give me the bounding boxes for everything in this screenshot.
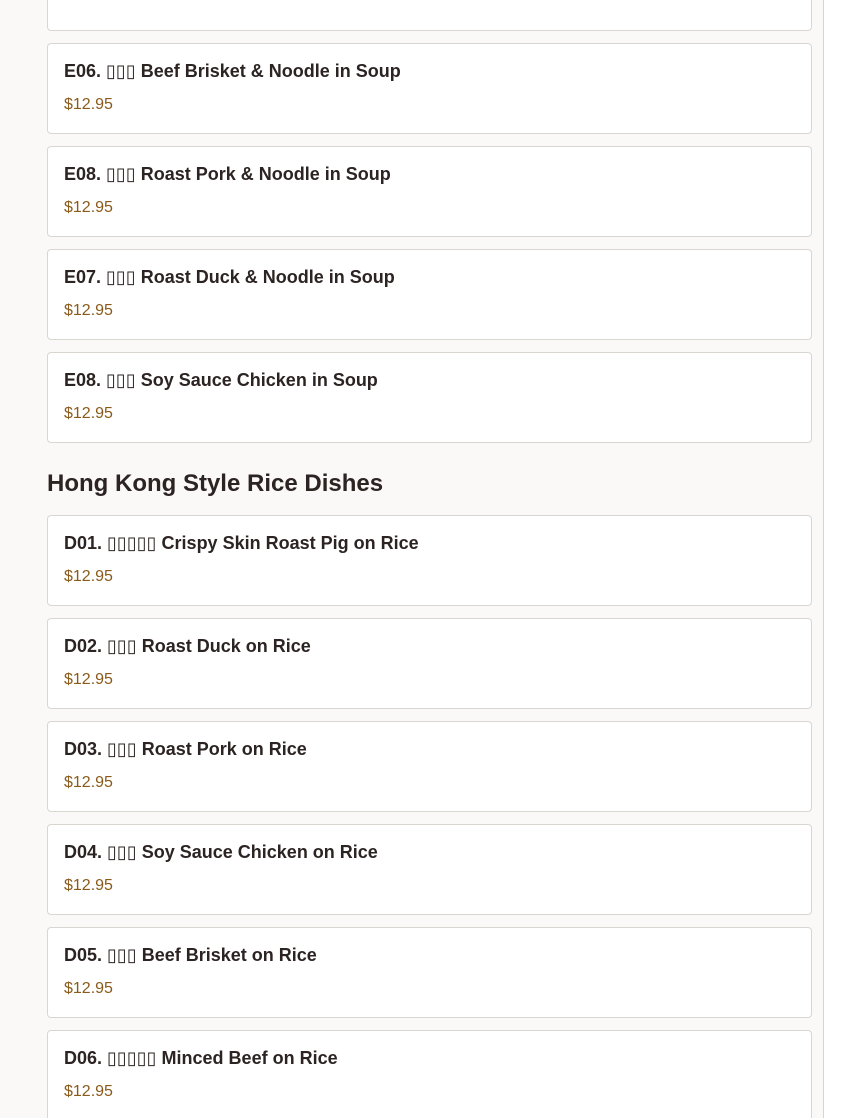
menu-item-card[interactable]	[47, 824, 812, 915]
menu-item-card[interactable]	[47, 515, 812, 606]
menu-content	[47, 0, 812, 1118]
menu-item-price: $12.95	[64, 568, 113, 585]
menu-item-card[interactable]	[47, 249, 812, 340]
menu-item-name: D05. ▯▯▯ Beef Brisket on Rice	[64, 945, 317, 965]
menu-item-name: E08. ▯▯▯ Roast Pork & Noodle in Soup	[64, 164, 391, 184]
menu-item-card[interactable]	[47, 618, 812, 709]
menu-item-name: E08. ▯▯▯ Soy Sauce Chicken in Soup	[64, 370, 378, 390]
menu-item-price: $12.95	[64, 980, 113, 997]
menu-item-card[interactable]	[47, 0, 812, 31]
menu-item-price: $12.95	[64, 199, 113, 216]
menu-item-name: E06. ▯▯▯ Beef Brisket & Noodle in Soup	[64, 61, 401, 81]
menu-item-price: $12.95	[64, 405, 113, 422]
scrollbar-gutter[interactable]	[824, 0, 844, 1118]
menu-item-card[interactable]	[47, 146, 812, 237]
menu-item-card[interactable]	[47, 927, 812, 1018]
menu-item-name: D06. ▯▯▯▯▯ Minced Beef on Rice	[64, 1048, 338, 1068]
menu-item-price: $12.95	[64, 774, 113, 791]
menu-item-price: $12.95	[64, 671, 113, 688]
menu-item-name: D01. ▯▯▯▯▯ Crispy Skin Roast Pig on Rice	[64, 533, 419, 553]
menu-item-card[interactable]	[47, 721, 812, 812]
menu-item-name: D04. ▯▯▯ Soy Sauce Chicken on Rice	[64, 842, 378, 862]
menu-item-price: $12.95	[64, 302, 113, 319]
menu-item-price: $12.95	[64, 96, 113, 113]
menu-item-price: $12.95	[64, 1083, 113, 1100]
menu-item-price: $12.95	[64, 877, 113, 894]
menu-item-card[interactable]	[47, 1030, 812, 1118]
menu-item-name: E07. ▯▯▯ Roast Duck & Noodle in Soup	[64, 267, 395, 287]
menu-item-name: D03. ▯▯▯ Roast Pork on Rice	[64, 739, 307, 759]
section-title-rice-dishes: Hong Kong Style Rice Dishes	[47, 470, 384, 497]
menu-item-name: D02. ▯▯▯ Roast Duck on Rice	[64, 636, 311, 656]
menu-item-card[interactable]	[47, 43, 812, 134]
menu-item-card[interactable]	[47, 352, 812, 443]
